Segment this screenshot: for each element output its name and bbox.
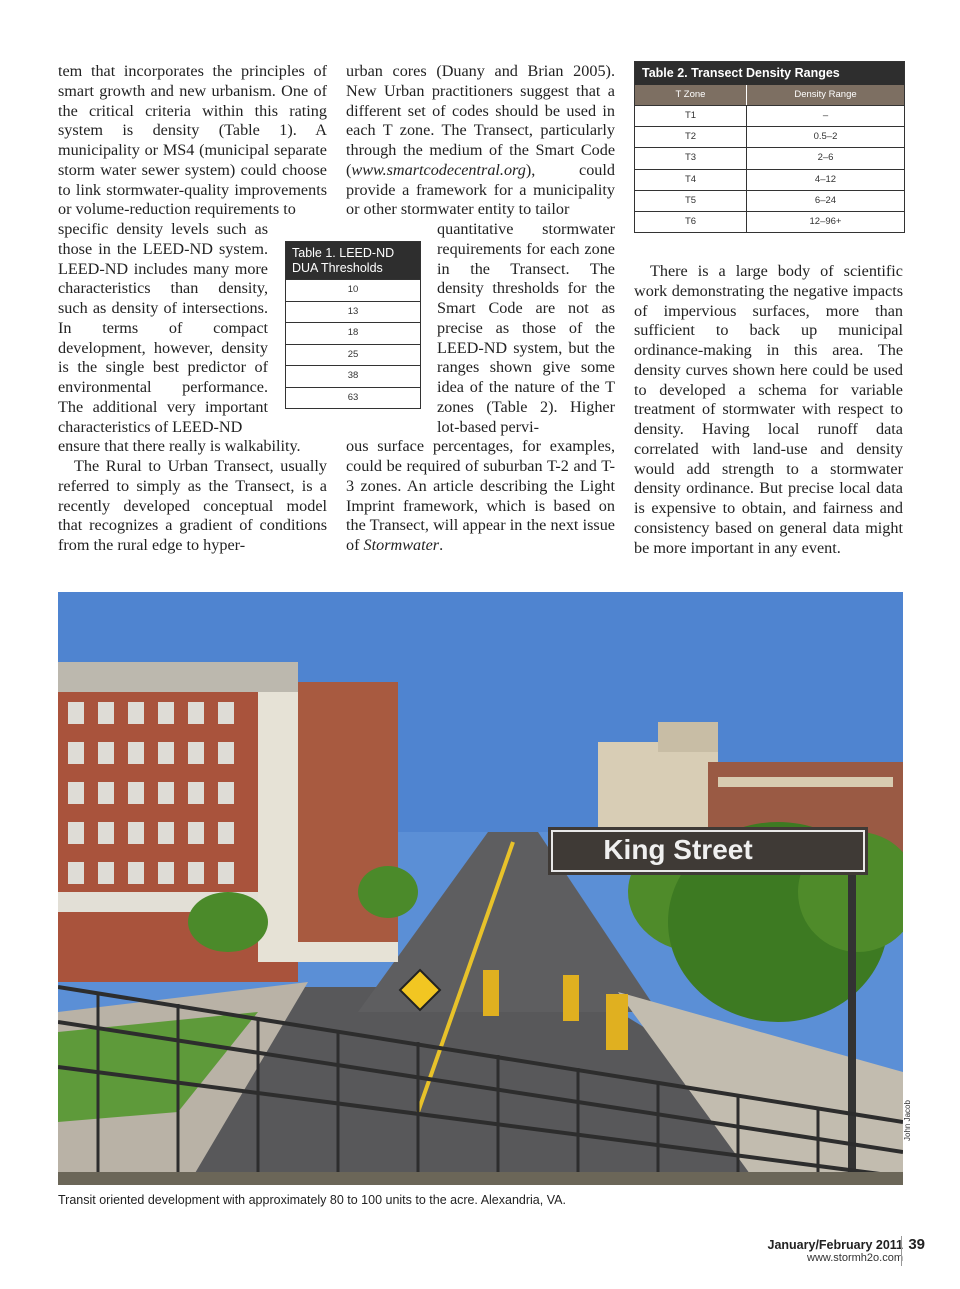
- col2-para-1-wrapped: quantitative stormwater requirements for each zone in the Transect. The density thresholds for the Smart Code are not as precise as those of the LEED-ND system, but the ranges shown give some idea of the nature of the T zones (Table 2). Higher lot-based pervi-: [437, 220, 615, 436]
- table-1-row: 10: [286, 279, 420, 301]
- density-cell: 6–24: [814, 194, 837, 206]
- zone-cell: T1: [635, 106, 747, 126]
- table-2-row: [635, 105, 904, 126]
- zone-cell: T5: [635, 191, 747, 211]
- table-1-title: Table 1. LEED-ND DUA Thresholds: [286, 242, 420, 279]
- king-street-sign: King Street: [603, 834, 753, 865]
- table-2-row: [635, 211, 904, 232]
- page-number: 39: [901, 1236, 925, 1266]
- density-cell: 4–12: [814, 173, 837, 185]
- table-2-header-density: Density Range: [794, 89, 857, 100]
- table-1-row: 18: [286, 322, 420, 344]
- col1-para-2: The Rural to Urban Transect, usually referred to simply as the Transect, is a recently developed conceptual model that recognizes a gradient of conditions from the rural edge to hyper-: [58, 457, 327, 554]
- col2-text-c: ous surface percentages, for examples, could be required of suburban T-2 and T-3 zones. An article describing the Light Imprint framework, which is based on the Transect, will appear in the next issue of: [346, 437, 615, 554]
- density-cell: –: [822, 110, 829, 121]
- zone-cell: T4: [635, 170, 747, 190]
- issue-date: January/February 2011: [767, 1238, 903, 1252]
- table-2: [634, 61, 905, 233]
- zone-cell: T2: [635, 127, 747, 147]
- zone-cell: T6: [635, 212, 747, 232]
- table-2-header: [635, 85, 904, 105]
- col2-text-b: ), could provide a framework for a municipality or other stormwater entity to tailor: [346, 160, 615, 219]
- photo-credit: John Jacob: [903, 1100, 912, 1141]
- table-1-row: 38: [286, 365, 420, 387]
- col2-para-1: [346, 62, 615, 220]
- column-3: [634, 262, 903, 558]
- street-photo: [58, 592, 903, 1185]
- col1-para-1-wrapped: specific density levels such as those in the LEED-ND system. LEED-ND includes many more characteristics than density, such as density of intersections. In terms of compact development, however, density is the single best predictor of environmental performance. The additional very important characteristics of LEED-ND: [58, 220, 268, 436]
- table-2-row: [635, 126, 904, 147]
- density-cell: 0.5–2: [813, 131, 838, 143]
- col1-para-1: tem that incorporates the principles of smart growth and new urbanism. One of the critical criteria within this rating system is density (Table 1). A municipality or MS4 (municipal separate storm water sewer system) could choose to link stormwater-quality improvements or volume-reduction requirements to: [58, 62, 327, 219]
- col2-text-a: urban cores (Duany and Brian 2005). New Urban practitioners suggest that a different set of codes should be used in each T zone. The Transect, particularly through the medium of the Smart Code (: [346, 62, 615, 179]
- street-scene-illustration: [58, 592, 903, 1185]
- table-2-title: Table 2. Transect Density Ranges: [635, 62, 904, 85]
- table-2-header-zone: T Zone: [635, 85, 747, 105]
- col2-period: .: [439, 536, 444, 554]
- table-2-row: [635, 147, 904, 168]
- col1-para-1-end: ensure that there really is walkability.: [58, 437, 301, 456]
- table-1-row: 25: [286, 344, 420, 366]
- table-1: [285, 241, 421, 409]
- table-2-row: [635, 169, 904, 190]
- smartcode-link[interactable]: www.smartcodecentral.org: [351, 160, 526, 179]
- magazine-name: Stormwater: [363, 536, 440, 554]
- density-cell: 2–6: [817, 152, 834, 164]
- photo-caption: Transit oriented development with approximately 80 to 100 units to the acre. Alexandria, VA.: [58, 1193, 566, 1207]
- site-url[interactable]: www.stormh2o.com: [807, 1252, 903, 1264]
- col3-para-1: There is a large body of scientific work demonstrating the negative impacts of impervious surfaces, more than sufficient to back up municipal ordinance-making in this area. The density curves shown here could be used to developed a schema for variable treatment of stormwater with respect to density. Having local runoff data correlated with land-use and density would add strength to a stormwater density ordinance. But precise local data is expensive to obtain, and fairness and consistency based on general data might be more important in any event.: [634, 262, 903, 557]
- density-cell: 12–96+: [809, 215, 842, 227]
- zone-cell: T3: [635, 148, 747, 168]
- table-1-row: 13: [286, 301, 420, 323]
- table-1-row: 63: [286, 387, 420, 409]
- col2-para-1-end: [346, 437, 615, 556]
- table-2-row: [635, 190, 904, 211]
- page-footer: [767, 1236, 925, 1264]
